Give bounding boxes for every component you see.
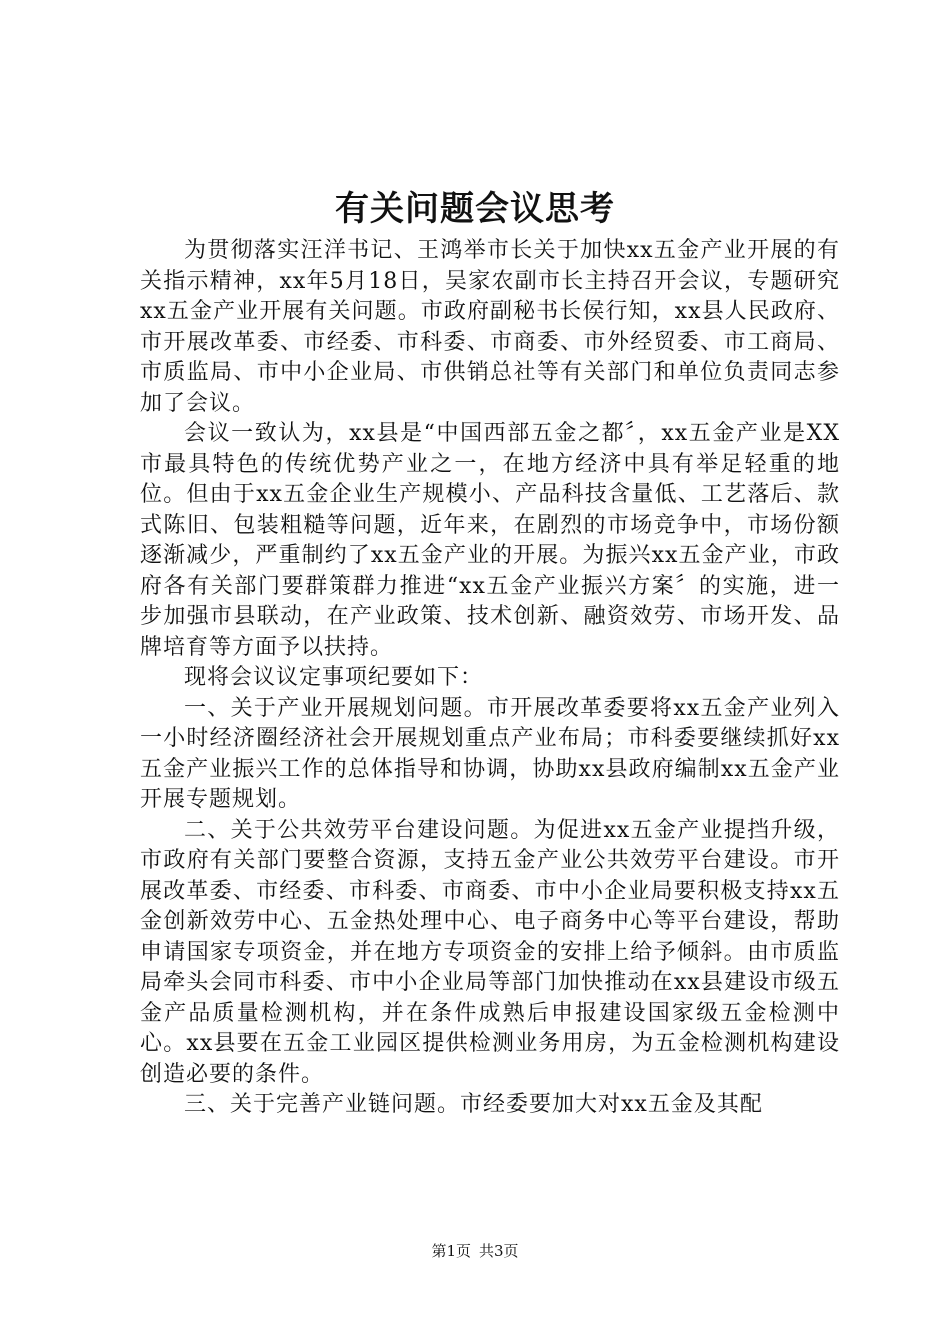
page-footer xyxy=(0,1241,950,1261)
document-body xyxy=(140,236,840,1121)
paragraph-consensus: 会议一致认为，xx县是“中国西部五金之都〞，xx五金产业是XX市最具特色的传统优势产业之一，在地方经济中具有举足轻重的地位。但由于xx五金企业生产规模小、产品科技含量低、工艺落后、款式陈旧、包装粗糙等问题，近年来，在剧烈的市场竞争中，市场份额逐渐减少，严重制约了xx五金产业的开展。为振兴xx五金产业，市政府各有关部门要群策群力推进“xx五金产业振兴方案〞的实施，进一步加强市县联动，在产业政策、技术创新、融资效劳、市场开发、品牌培育等方面予以扶持。 xyxy=(140,421,840,660)
paragraph-summary-intro: 现将会议议定事项纪要如下： xyxy=(184,665,484,690)
page-total: 共3页 xyxy=(479,1242,519,1260)
paragraph-item-3: 三、关于完善产业链问题。市经委要加大对xx五金及其配 xyxy=(184,1092,763,1117)
page-number: 第1页 xyxy=(431,1242,471,1260)
paragraph-item-2: 二、关于公共效劳平台建设问题。为促进xx五金产业提挡升级，市政府有关部门要整合资源，支持五金产业公共效劳平台建设。市开展改革委、市经委、市科委、市商委、市中小企业局要积极支持xx五金创新效劳中心、五金热处理中心、电子商务中心等平台建设，帮助申请国家专项资金，并在地方专项资金的安排上给予倾斜。由市质监局牵头会同市科委、市中小企业局等部门加快推动在xx县建设市级五金产品质量检测机构，并在条件成熟后申报建设国家级五金检测中心。xx县要在五金工业园区提供检测业务用房，为五金检测机构建设创造必要的条件。 xyxy=(140,817,840,1087)
document-title: 有关问题会议思考 xyxy=(335,189,615,229)
paragraph-intro: 为贯彻落实汪洋书记、王鸿举市长关于加快xx五金产业开展的有关指示精神，xx年5月18日，吴家农副市长主持召开会议，专题研究xx五金产业开展有关问题。市政府副秘书长侯行知，xx县人民政府、市开展改革委、市经委、市科委、市商委、市外经贸委、市工商局、市质监局、市中小企业局、市供销总社等有关部门和单位负责同志参加了会议。 xyxy=(140,238,840,416)
paragraph-item-1: 一、关于产业开展规划问题。市开展改革委要将xx五金产业列入一小时经济圈经济社会开展规划重点产业布局；市科委要继续抓好xx五金产业振兴工作的总体指导和协调，协助xx县政府编制xx五金产业开展专题规划。 xyxy=(140,695,840,812)
